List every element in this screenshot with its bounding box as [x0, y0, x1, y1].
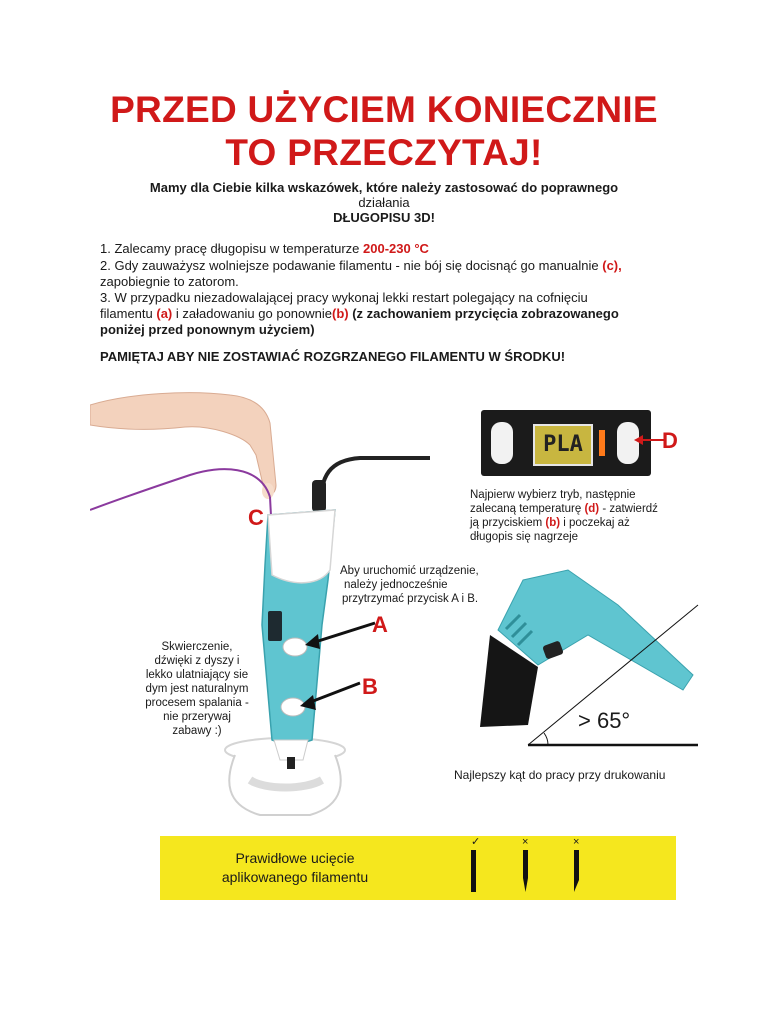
tip-1-text: 1. Zalecamy pracę długopisu w temperaturze: [100, 241, 364, 256]
tip-3-line-3: poniżej przed ponownym użyciem): [100, 322, 315, 337]
noise-line-1: Skwierczenie,: [161, 641, 233, 653]
tip-2-line-2: zapobiegnie to zatorom.: [100, 274, 239, 289]
pen-nozzle: [287, 757, 295, 769]
cut-banner-text: [200, 849, 390, 887]
pen-button-b: [281, 698, 305, 716]
tip-3-text-c: (z zachowaniem przycięcia zobrazowanego: [348, 306, 619, 321]
pen-illustration: [90, 385, 430, 830]
cut-wrong-icon-1: ×: [522, 836, 529, 848]
display-desc-text-b: - zatwierdź: [599, 503, 658, 515]
noise-line-6: nie przerywaj: [163, 711, 231, 723]
display-desc-ref-b: (b): [545, 517, 561, 529]
noise-note: [128, 640, 266, 738]
arrow-d: [634, 432, 664, 448]
tip-2-ref-c: (c),: [602, 258, 622, 273]
cut-straight: [471, 850, 476, 892]
display-desc-text-a: zalecaną temperaturę: [470, 503, 585, 515]
display-desc-text-c: ją przyciskiem: [470, 517, 546, 529]
display-desc-line-1: Najpierw wybierz tryb, następnie: [470, 489, 636, 501]
page-title-line-2: TO PRZECZYTAJ!: [225, 132, 543, 173]
cut-correct-icon: ✓: [471, 836, 481, 848]
start-line-1: Aby uruchomić urządzenie,: [340, 565, 479, 577]
arrow-d-head: [634, 435, 643, 445]
pen-button-a: [283, 638, 307, 656]
cut-pointed-2: [574, 850, 579, 892]
noise-line-2: dźwięki z dyszy i: [154, 655, 240, 667]
pen-top-cap: [268, 510, 335, 583]
angle-label: > 65°: [578, 708, 631, 733]
intro-text: [110, 180, 658, 225]
warning-text: PAMIĘTAJ ABY NIE ZOSTAWIAĆ ROZGRZANEGO FILAMENTU W ŚRODKU!: [100, 349, 566, 364]
tip-2: [100, 258, 700, 290]
cut-pointed-1: [523, 850, 528, 892]
label-d: D: [662, 428, 678, 453]
display-desc-text-d: i poczekaj aż: [560, 517, 630, 529]
pen-mini-display: [268, 611, 282, 641]
display-description: [470, 488, 710, 544]
display-desc-line-4: długopis się nagrzeje: [470, 531, 579, 543]
tip-3: [100, 290, 710, 338]
noise-line-4: dym jest naturalnym: [145, 683, 249, 695]
intro-line-3: DŁUGOPISU 3D!: [333, 210, 435, 225]
lcd-screen: PLA: [533, 424, 593, 466]
cut-banner: [160, 836, 676, 900]
power-cable: [320, 458, 430, 510]
cut-banner-line-1: Prawidłowe ucięcie: [235, 850, 355, 866]
cut-wrong-icon-2: ×: [573, 836, 580, 848]
label-c: C: [248, 505, 264, 530]
angle-caption: Najlepszy kąt do pracy przy drukowaniu: [454, 768, 666, 782]
noise-line-5: procesem spalania -: [145, 697, 249, 709]
noise-line-3: lekko ulatniający sie: [145, 669, 249, 681]
hand-shape: [90, 393, 276, 494]
label-a: A: [372, 612, 388, 637]
tip-3-line-1: 3. W przypadku niezadowalającej pracy wykonaj lekki restart polegający na cofnięciu: [100, 290, 588, 305]
tip-1: [100, 241, 700, 257]
start-line-3: przytrzymać przycisk A i B.: [342, 593, 479, 605]
noise-line-7: zabawy :): [172, 725, 222, 737]
intro-line-1: Mamy dla Ciebie kilka wskazówek, które należy zastosować do poprawnego: [149, 180, 619, 195]
filament-purple: [90, 469, 270, 510]
tip-3-text-b: i załadowaniu go ponownie: [172, 306, 332, 321]
cable-plug: [312, 480, 326, 512]
display-desc-ref-d: (d): [584, 503, 600, 515]
tip-1-temperature: 200-230 °C: [363, 241, 429, 256]
tip-3-text-a: filamentu: [100, 306, 157, 321]
tip-2-text: 2. Gdy zauważysz wolniejsze podawanie filamentu - nie bój się docisnąć go manualnie: [100, 258, 603, 273]
page-title-line-1: PRZED UŻYCIEM KONIECZNIE: [110, 89, 658, 130]
label-b: B: [362, 674, 378, 699]
heat-indicator: [599, 430, 605, 456]
intro-line-2: działania: [358, 195, 410, 210]
display-panel: [481, 410, 651, 476]
angle-arc: [544, 733, 548, 745]
cut-banner-line-2: aplikowanego filamentu: [221, 869, 369, 885]
tip-3-ref-a: (a): [156, 306, 173, 321]
tip-3-ref-b: (b): [332, 306, 349, 321]
start-line-2: należy jednocześnie: [344, 579, 448, 591]
display-left-button: [491, 422, 513, 464]
